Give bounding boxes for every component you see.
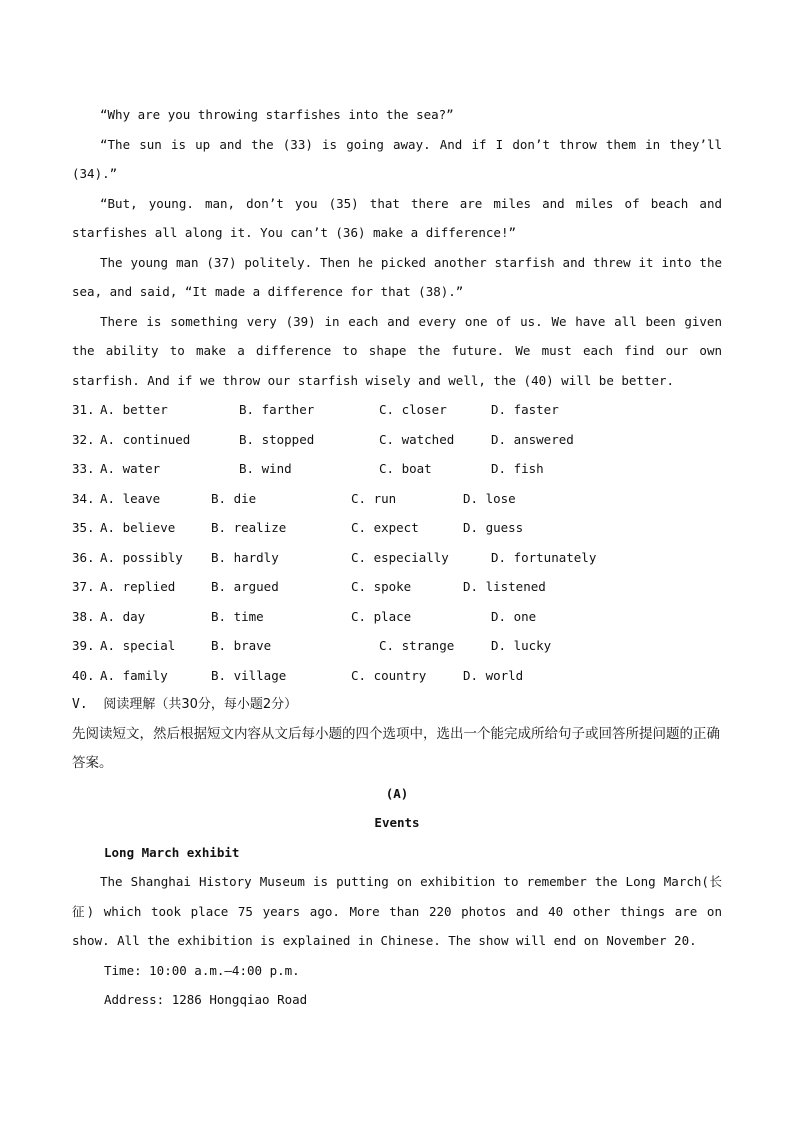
story-paragraph-5: There is something very (39) in each and every one of us. We have all been given the ability to make a difference to shape the future. We must each find our own starfish. And if we throw our starfish wisely and well, the (40) will be better.	[72, 313, 722, 388]
option-d: D. lose	[463, 490, 516, 506]
option-c: C. run	[351, 490, 397, 506]
option-a: A. day	[100, 608, 146, 624]
option-c: C. country	[351, 667, 427, 683]
section-title: 阅读理解（共30分，每小题2分）	[103, 697, 298, 712]
question-number: 37.	[72, 579, 95, 594]
section-heading	[72, 690, 722, 720]
passage-subheading: Long March exhibit	[104, 844, 240, 860]
option-a: A. continued	[100, 431, 191, 447]
question-number: 39.	[72, 638, 95, 653]
story-paragraph-4: The young man (37) politely. Then he picked another starfish and threw it into the sea, and said, “It made a difference for that (38).”	[72, 254, 722, 299]
question-number: 35.	[72, 520, 95, 535]
option-b: B. farther	[239, 402, 315, 417]
option-d: D. guess	[463, 520, 524, 535]
option-a: A. possibly	[100, 549, 183, 565]
question-number: 38.	[72, 608, 95, 624]
option-b: B. brave	[211, 638, 272, 653]
question-number: 34.	[72, 490, 95, 506]
options-list	[72, 395, 722, 690]
passage-body: The Shanghai History Museum is putting on exhibition to remember the Long March(长征) which took place 75 years ago. More than 220 photos and 40 other things are on show. All the exhibition is explained in Chinese. The show will end on November 20.	[72, 874, 722, 948]
question-row-32	[72, 425, 722, 455]
option-d: D. faster	[491, 402, 559, 417]
option-c: C. strange	[379, 638, 455, 653]
story-paragraph-2: “The sun is up and the (33) is going away. And if I don’t throw them in they’ll (34).”	[72, 136, 722, 181]
event-address: Address: 1286 Hongqiao Road	[104, 992, 308, 1007]
question-number: 33.	[72, 461, 95, 476]
option-c: C. boat	[379, 461, 432, 476]
question-number: 40.	[72, 667, 95, 683]
question-number: 36.	[72, 549, 95, 565]
question-number: 31.	[72, 402, 95, 417]
option-d: D. answered	[491, 431, 574, 447]
story-paragraph-3: “But, young. man, don’t you (35) that there are miles and miles of beach and starfishes all along it. You can’t (36) make a difference!”	[72, 195, 722, 240]
passage-label: (A)	[385, 785, 409, 801]
option-b: B. village	[211, 667, 287, 683]
option-a: A. leave	[100, 490, 161, 506]
question-row-36	[72, 543, 722, 573]
question-row-34	[72, 484, 722, 514]
option-d: D. one	[491, 608, 537, 624]
option-d: D. fortunately	[491, 549, 597, 565]
section-instruction: 先阅读短文，然后根据短文内容从文后每小题的四个选项中，选出一个能完成所给句子或回答所提问题的正确答案。	[72, 725, 720, 771]
option-d: D. fish	[491, 461, 544, 476]
option-a: A. replied	[100, 579, 176, 594]
option-c: C. spoke	[351, 579, 412, 594]
question-row-35	[72, 513, 722, 543]
option-b: B. realize	[211, 520, 287, 535]
option-a: A. believe	[100, 520, 176, 535]
option-b: B. time	[211, 608, 264, 624]
option-d: D. listened	[463, 579, 546, 594]
option-b: B. wind	[239, 461, 292, 476]
question-number: 32.	[72, 431, 95, 447]
question-row-40	[72, 661, 722, 691]
passage-heading: Events	[374, 815, 420, 830]
option-c: C. place	[351, 608, 412, 624]
event-time: Time: 10:00 a.m.—4:00 p.m.	[104, 962, 300, 978]
option-b: B. die	[211, 490, 257, 506]
question-row-38	[72, 602, 722, 632]
option-c: C. closer	[379, 402, 447, 417]
option-a: A. special	[100, 638, 176, 653]
option-a: A. better	[100, 402, 168, 417]
story-paragraph-1: “Why are you throwing starfishes into the sea?”	[100, 107, 454, 122]
option-a: A. family	[100, 667, 168, 683]
option-b: B. hardly	[211, 549, 279, 565]
question-row-39	[72, 631, 722, 661]
option-b: B. stopped	[239, 431, 315, 447]
option-a: A. water	[100, 461, 161, 476]
document-page	[72, 100, 722, 1015]
question-row-37	[72, 572, 722, 602]
question-row-31	[72, 395, 722, 425]
section-roman-numeral: V.	[72, 697, 88, 712]
option-c: C. expect	[351, 520, 419, 535]
option-d: D. lucky	[491, 638, 552, 653]
option-c: C. watched	[379, 431, 455, 447]
question-row-33	[72, 454, 722, 484]
option-c: C. especially	[351, 549, 449, 565]
option-d: D. world	[463, 667, 524, 683]
option-b: B. argued	[211, 579, 279, 594]
